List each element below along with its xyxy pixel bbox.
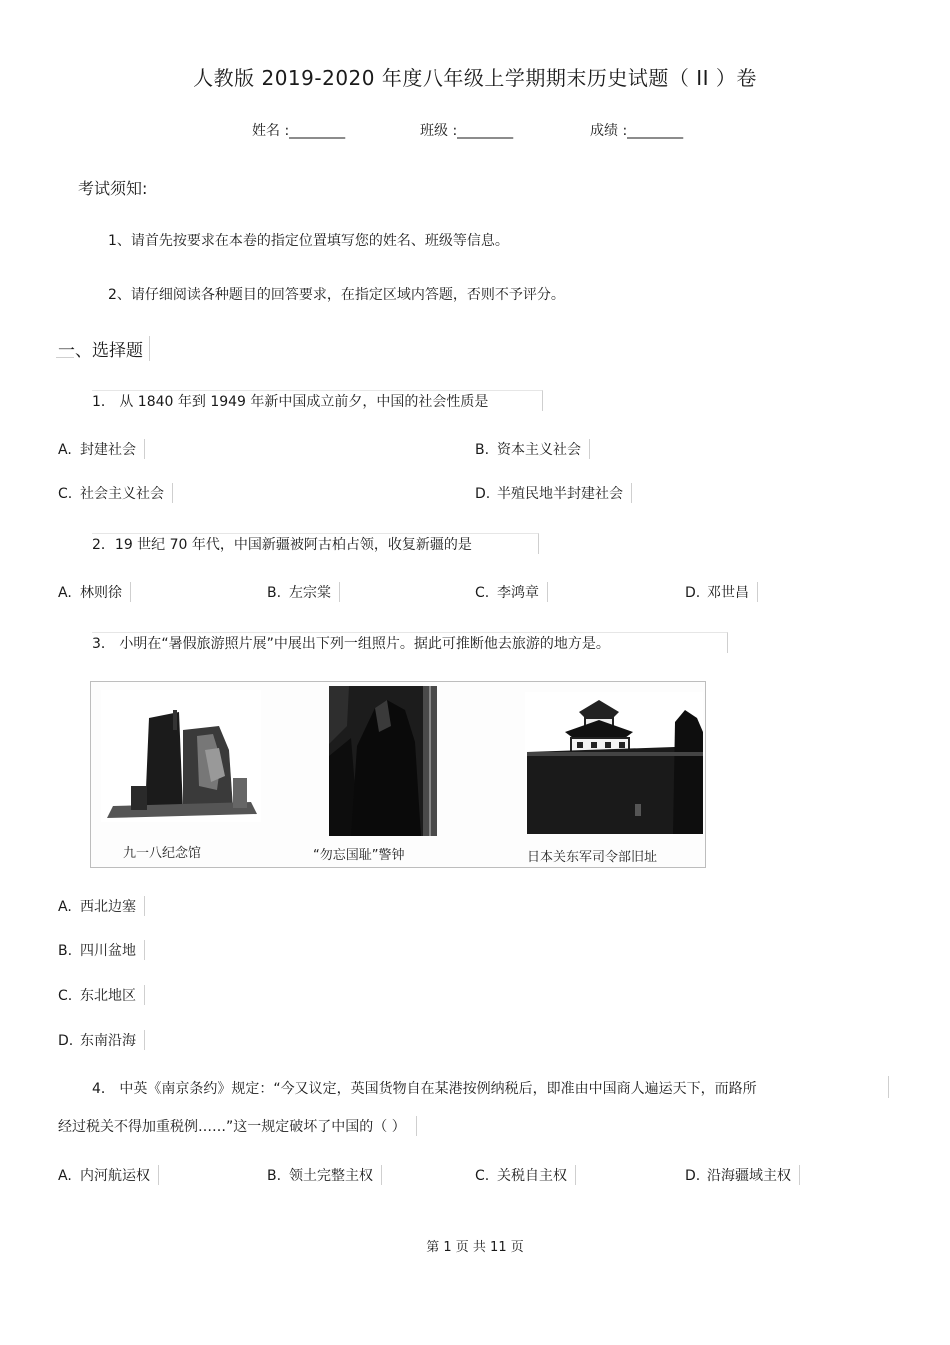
question-4-stem-line2: 经过税关不得加重税例……”这一规定破坏了中国的（ ） xyxy=(58,1116,417,1136)
q3-option-b[interactable] xyxy=(58,940,145,960)
option-text: 社会主义社会 xyxy=(80,486,164,502)
notice-heading: 考试须知: xyxy=(78,179,148,198)
photo-caption: 九一八纪念馆 xyxy=(123,846,202,861)
alarm-bell-photo xyxy=(329,686,437,836)
name-field[interactable] xyxy=(252,120,345,140)
memorial-museum-photo xyxy=(101,690,261,822)
q1-option-d[interactable] xyxy=(475,483,632,503)
option-text: 左宗棠 xyxy=(289,585,331,601)
q1-option-c[interactable] xyxy=(58,483,173,503)
option-text: 李鸿章 xyxy=(497,585,539,601)
notice-item: 2、请仔细阅读各种题目的回答要求，在指定区域内答题，否则不予评分。 xyxy=(108,287,565,303)
army-headquarters-photo xyxy=(525,692,703,834)
option-text: 半殖民地半封建社会 xyxy=(497,486,623,502)
option-key: B. xyxy=(475,442,490,458)
q3-option-a[interactable] xyxy=(58,896,145,916)
q1-option-a[interactable] xyxy=(58,439,145,459)
option-key: C. xyxy=(58,486,73,502)
page-footer: 第 1 页 共 11 页 xyxy=(426,1240,524,1255)
option-key: A. xyxy=(58,442,72,458)
score-field[interactable] xyxy=(590,120,683,140)
q2-option-c[interactable] xyxy=(475,582,548,602)
q4-option-a[interactable] xyxy=(58,1165,159,1185)
option-text: 封建社会 xyxy=(80,442,136,458)
option-text: 四川盆地 xyxy=(80,943,136,959)
option-key: D. xyxy=(58,1033,74,1049)
q2-option-d[interactable] xyxy=(685,582,758,602)
question-2-stem: 2．19 世纪 70 年代，中国新疆被阿古柏占领，收复新疆的是 xyxy=(92,533,539,554)
option-text: 东南沿海 xyxy=(80,1033,136,1049)
photo-caption: 日本关东军司令部旧址 xyxy=(527,850,658,865)
q2-option-a[interactable] xyxy=(58,582,131,602)
option-key: D. xyxy=(685,1168,701,1184)
option-key: C. xyxy=(475,585,490,601)
option-key: B. xyxy=(58,943,73,959)
section-divider xyxy=(56,357,74,358)
notice-item: 1、请首先按要求在本卷的指定位置填写您的姓名、班级等信息。 xyxy=(108,233,509,249)
class-blank: ________ xyxy=(457,123,514,139)
q3-option-c[interactable] xyxy=(58,985,145,1005)
class-label: 班级 : xyxy=(420,123,458,139)
option-key: B. xyxy=(267,1168,282,1184)
option-key: C. xyxy=(475,1168,490,1184)
option-key: C. xyxy=(58,988,73,1004)
name-label: 姓名 : xyxy=(252,123,290,139)
option-text: 沿海疆域主权 xyxy=(707,1168,791,1184)
photo-caption: “勿忘国耻”警钟 xyxy=(313,848,405,863)
section-title: 一、选择题 xyxy=(58,336,150,361)
q4-option-d[interactable] xyxy=(685,1165,800,1185)
q2-option-b[interactable] xyxy=(267,582,340,602)
q4-option-b[interactable] xyxy=(267,1165,382,1185)
question-4-margin-line xyxy=(888,1076,889,1098)
option-text: 领土完整主权 xyxy=(289,1168,373,1184)
name-blank: ________ xyxy=(289,123,346,139)
option-text: 关税自主权 xyxy=(497,1168,567,1184)
option-key: A. xyxy=(58,1168,72,1184)
option-text: 林则徐 xyxy=(80,585,122,601)
score-blank: ________ xyxy=(627,123,684,139)
page-title: 人教版 2019-2020 年度八年级上学期期末历史试题（ II ）卷 xyxy=(193,66,757,90)
q3-option-d[interactable] xyxy=(58,1030,145,1050)
option-text: 资本主义社会 xyxy=(497,442,581,458)
option-key: D. xyxy=(685,585,701,601)
q4-option-c[interactable] xyxy=(475,1165,576,1185)
question-3-stem: 3． 小明在“暑假旅游照片展”中展出下列一组照片。据此可推断他去旅游的地方是。 xyxy=(92,632,728,653)
option-text: 西北边塞 xyxy=(80,899,136,915)
option-text: 东北地区 xyxy=(80,988,136,1004)
question-4-stem-line1: 4． 中英《南京条约》规定：“今又议定，英国货物自在某港按例纳税后，即准由中国商人遍运天下，而路所 xyxy=(92,1081,757,1097)
option-key: A. xyxy=(58,899,72,915)
class-field[interactable] xyxy=(420,120,513,140)
option-key: A. xyxy=(58,585,72,601)
option-text: 内河航运权 xyxy=(80,1168,150,1184)
photo-group xyxy=(90,681,706,868)
question-1-stem: 1． 从 1840 年到 1949 年新中国成立前夕，中国的社会性质是 xyxy=(92,390,543,411)
option-key: D. xyxy=(475,486,491,502)
q1-option-b[interactable] xyxy=(475,439,590,459)
score-label: 成绩 : xyxy=(590,123,628,139)
option-text: 邓世昌 xyxy=(707,585,749,601)
option-key: B. xyxy=(267,585,282,601)
